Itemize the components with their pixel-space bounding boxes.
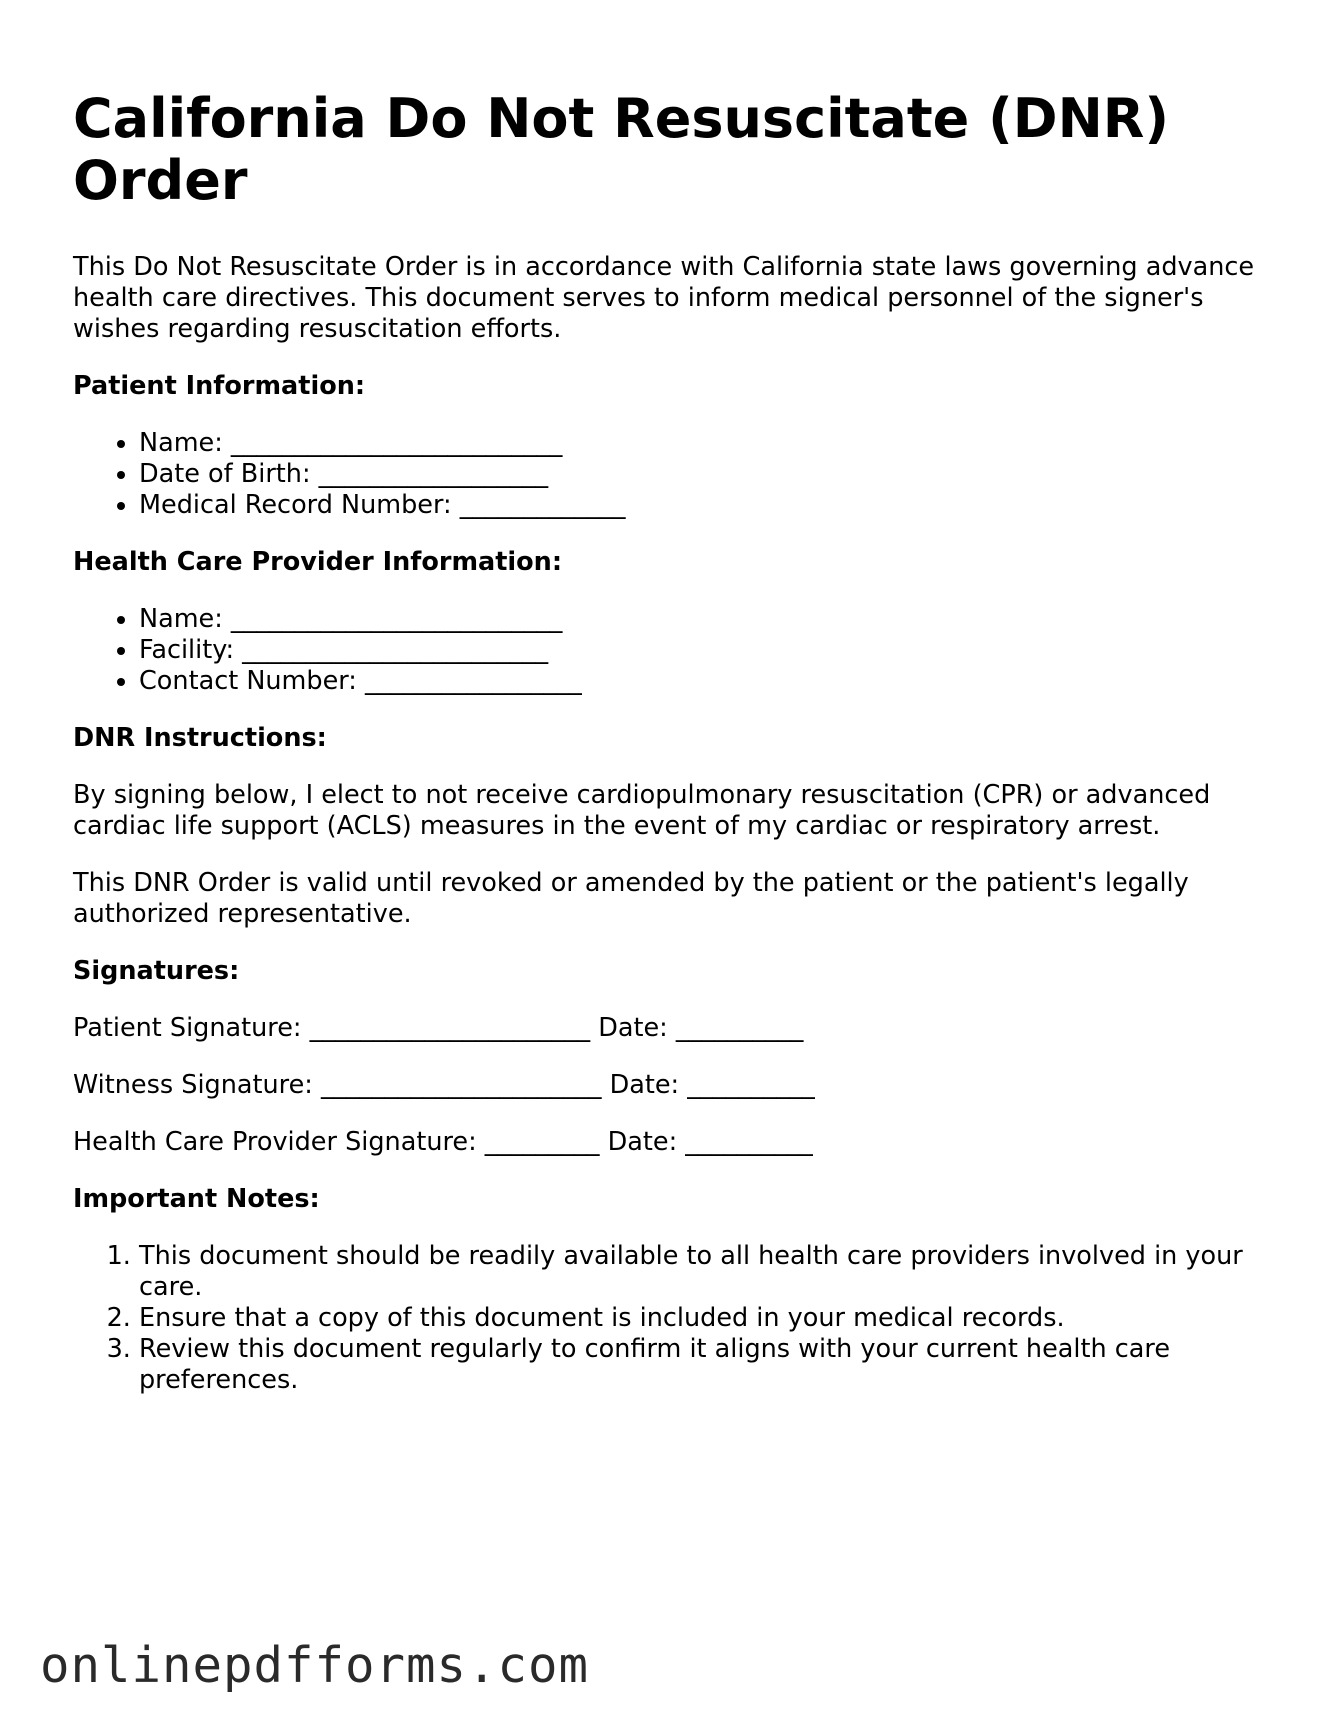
patient-mrn-field: • Medical Record Number: _____________ — [139, 490, 1273, 521]
note-item: 2. Ensure that a copy of this document is included in your medical records. — [139, 1303, 1273, 1334]
notes-heading: Important Notes: — [73, 1184, 320, 1214]
patient-dob-field: • Date of Birth: __________________ — [139, 459, 1273, 490]
provider-name-field: • Name: __________________________ — [139, 604, 1273, 635]
provider-signature-line: Health Care Provider Signature: _________ Date: __________ — [73, 1127, 813, 1157]
document-title: California Do Not Resuscitate (DNR) Order — [73, 87, 1170, 212]
provider-info-list — [73, 604, 1273, 697]
dnr-instructions-heading: DNR Instructions: — [73, 723, 327, 753]
patient-name-field: • Name: __________________________ — [139, 428, 1273, 459]
watermark: onlinepdfforms.com — [40, 1637, 590, 1694]
patient-signature-line: Patient Signature: ______________________ Date: __________ — [73, 1013, 804, 1043]
signatures-heading: Signatures: — [73, 956, 240, 986]
provider-contact-field: • Contact Number: _________________ — [139, 666, 1273, 697]
intro-paragraph: This Do Not Resuscitate Order is in accordance with California state laws governing advance health care directives. This document serves to inform medical personnel of the signer's wishes regarding resuscitation efforts. — [73, 252, 1255, 344]
notes-list — [73, 1241, 1273, 1396]
note-item: 3. Review this document regularly to confirm it aligns with your current health care preferences. — [139, 1334, 1273, 1396]
dnr-instructions-paragraph-2: This DNR Order is valid until revoked or amended by the patient or the patient's legally authorized representative. — [73, 868, 1189, 929]
note-item: 1. This document should be readily available to all health care providers involved in your care. — [139, 1241, 1273, 1303]
patient-info-list — [73, 428, 1273, 521]
patient-info-heading: Patient Information: — [73, 371, 366, 401]
provider-facility-field: • Facility: ________________________ — [139, 635, 1273, 666]
witness-signature-line: Witness Signature: ______________________ Date: __________ — [73, 1070, 815, 1100]
document-page — [73, 88, 1273, 1422]
provider-info-heading: Health Care Provider Information: — [73, 547, 563, 577]
dnr-instructions-paragraph-1: By signing below, I elect to not receive cardiopulmonary resuscitation (CPR) or advanced cardiac life support (ACLS) measures in the event of my cardiac or respiratory arrest. — [73, 780, 1211, 841]
